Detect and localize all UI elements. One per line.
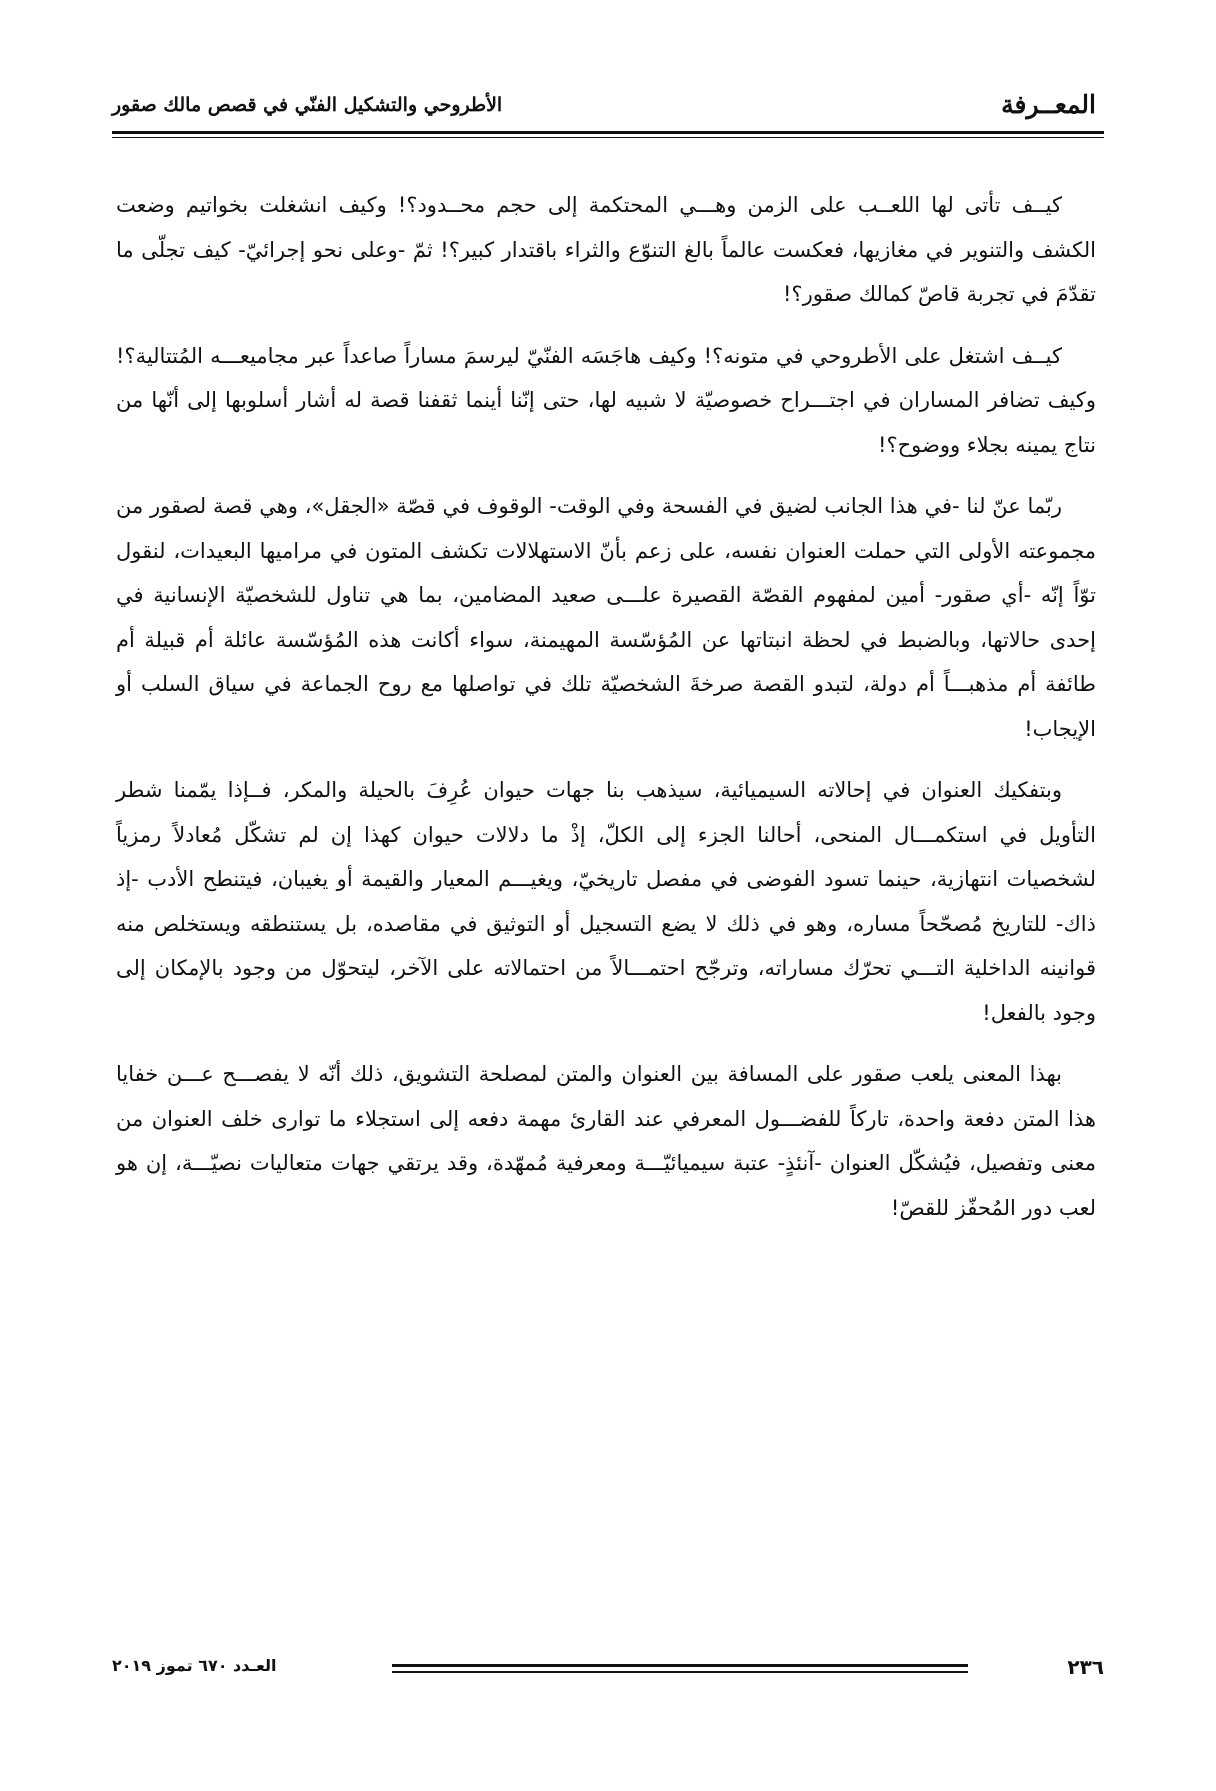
article-body [116, 183, 1096, 1247]
header-rule-thin [112, 137, 1104, 138]
page-header [112, 82, 1096, 134]
paragraph: وبتفكيك العنوان في إحالاته السيميائية، سيذهب بنا جهات حيوان عُرِفَ بالحيلة والمكر، فــإذا يمّمنا شطر التأويل في استكمـــال المنحى، أحالنا الجزء إلى الكلّ، إذْ ما دلالات حيوان كهذا إن لم تشكّل مُعادلاً رمزياً لشخصيات انتهازية، حينما تسود الفوضى في مفصل تاريخيّ، ويغيـــم المعيار والقيمة أو يغيبان، فيتنطح الأدب -إذ ذاك- للتاريخ مُصحّحاً مساره، وهو في ذلك لا يضع التسجيل أو التوثيق في مقاصده، بل يستنطقه ويستخلص منه قوانينه الداخلية التـــي تحرّك مساراته، وترجّح احتمـــالاً من احتمالاته على الآخر، ليتحوّل من وجود بالإمكان إلى وجود بالفعل! [116, 778, 1096, 1025]
paragraph: كيــف اشتغل على الأطروحي في متونه؟! وكيف هاجَسَه الفنّيّ ليرسمَ مساراً صاعداً عبر مجاميعـــه المُتتالية؟! وكيف تضافر المساران في اجتـــراح خصوصيّة لا شبيه لها، حتى إنّنا أينما ثقفنا قصة له أشار أسلوبها إلى أنّها من نتاج يمينه بجلاء ووضوح؟! [116, 343, 1096, 457]
magazine-brand: المعــرفة [1001, 90, 1096, 119]
running-title: الأطروحي والتشكيل الفنّي في قصص مالك صقور [112, 94, 503, 116]
paragraph: بهذا المعنى يلعب صقور على المسافة بين العنوان والمتن لمصلحة التشويق، ذلك أنّه لا يفصـــح عـــن خفايا هذا المتن دفعة واحدة، تاركاً للفضـــول المعرفي عند القارئ مهمة دفعه إلى استجلاء ما توارى خلف العنوان من معنى وتفصيل، فيُشكّل العنوان -آنئذٍ- عتبة سيميائيّـــة ومعرفية مُمهّدة، وقد يرتقي جهات متعاليات نصيّـــة، إن هو لعب دور المُحفّز للقصّ! [116, 1062, 1096, 1220]
issue-info: العـدد ٦٧٠ تموز ٢٠١٩ [112, 1656, 277, 1675]
header-rule [112, 131, 1104, 134]
page-number: ٢٣٦ [1067, 1655, 1104, 1679]
page-footer [112, 1655, 1104, 1687]
paragraph: ربّما عنّ لنا -في هذا الجانب لضيق في الفسحة وفي الوقت- الوقوف في قصّة «الجقل»، وهي قصة لصقور من مجموعته الأولى التي حملت العنوان نفسه، على زعم بأنّ الاستهلالات تكشف المتون في مراميها البعيدات، لنقول توّاً إنّه -أي صقور- أمين لمفهوم القصّة القصيرة علـــى صعيد المضامين، بما هي تناول للشخصيّة الإنسانية في إحدى حالاتها، وبالضبط في لحظة انبتاتها عن المُؤسّسة المهيمنة، سواء أكانت هذه المُؤسّسة عائلة أم قبيلة أم طائفة أم مذهبـــاً أم دولة، لتبدو القصة صرخةَ الشخصيّة تلك في تواصلها مع روح الجماعة في سياق السلب أو الإيجاب! [116, 494, 1096, 741]
paragraph: كيــف تأتى لها اللعــب على الزمن وهـــي المحتكمة إلى حجم محــدود؟! وكيف انشغلت بخواتيم وضعت الكشف والتنوير في مغازيها، فعكست عالماً بالغ التنوّع والثراء باقتدار كبير؟! ثمّ -وعلى نحو إجرائيّ- كيف تجلّى ما تقدّمَ في تجربة قاصّ كمالك صقور؟! [116, 193, 1096, 306]
